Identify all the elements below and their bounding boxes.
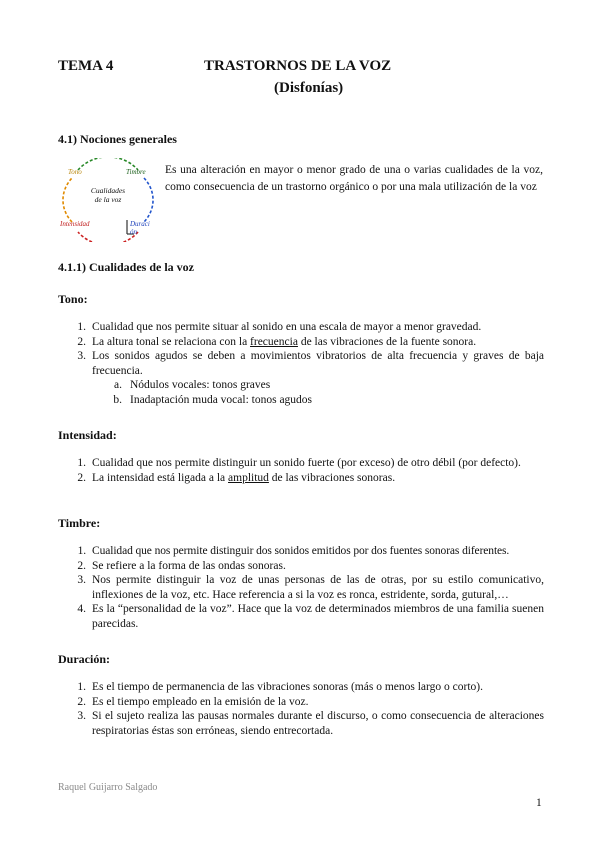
definition-paragraph: Es una alteración en mayor o menor grado de una o varias cualidades de la voz, como consecuencia de un trastorno orgánico o por una mala utilización de la voz [165,164,543,193]
list-item [66,544,544,559]
footer-author: Raquel Guijarro Salgado [58,782,158,793]
intensidad-list [66,456,544,485]
list-item [66,695,544,710]
page-subtitle: (Disfonías) [274,80,344,96]
item-number: 2. [77,695,86,708]
item-number: 2. [77,559,86,572]
list-item [66,335,544,350]
duracion-heading: Duración: [58,652,110,666]
item-text: Se refiere a la forma de las ondas sonoras. [92,559,286,572]
item-text: Cualidad que nos permite distinguir un sonido fuerte (por exceso) de otro débil (por defecto). [92,457,521,469]
item-text: Es el tiempo empleado en la emisión de la voz. [92,695,309,708]
diagram-label-tono: Tono [68,168,82,176]
list-item [66,456,544,471]
item-number: 1. [77,457,86,469]
item-text: Es el tiempo de permanencia de las vibraciones sonoras (más o menos largo o corto). [92,681,483,693]
section-heading-4-1: 4.1) Nociones generales [58,132,177,146]
sub-list-item [66,393,544,408]
list-item [66,680,544,695]
item-number: 2. [77,335,86,348]
intensidad-heading: Intensidad: [58,428,117,442]
item-text: Si el sujeto realiza las pausas normales durante el discurso, o como consecuencia de alteraciones respiratorias éstas son erróneas, siendo entrecortada. [92,710,544,737]
item-text: Nódulos vocales: tonos graves [130,379,271,391]
list-item [66,349,544,378]
diagram-label-timbre: Timbre [126,168,146,176]
list-item [66,602,544,631]
sub-list-item [66,378,544,393]
list-item [66,320,544,335]
list-item [66,559,544,574]
list-item [66,709,544,738]
topic-number: TEMA 4 [58,58,114,74]
tono-heading: Tono: [58,292,88,306]
item-text: Inadaptación muda vocal: tonos agudos [130,393,313,406]
item-text: Los sonidos agudos se deben a movimientos vibratorios de alta frecuencia y graves de baja frecuencia. [92,350,544,377]
timbre-list [66,544,544,631]
item-number: 3. [77,574,86,586]
item-text: Es la “personalidad de la voz”. Hace que la voz de determinados miembros de una familia suenen parecidas. [92,603,544,630]
item-number: 3. [77,350,86,362]
section-heading-4-1-1: 4.1.1) Cualidades de la voz [58,260,195,274]
item-text: de las vibraciones sonoras. [268,471,396,484]
underlined-term-frecuencia: frecuencia [250,335,298,348]
item-letter: a. [114,379,122,391]
diagram-label-duracion: Duración [130,220,150,236]
diagram-center-label: Cualidades de la voz [90,186,126,204]
item-text: Nos permite distinguir la voz de unas personas de las de otras, por su estilo comunicativo, inflexiones de la voz, etc. Hace referencia a si la voz es ronca, estridente, sorda, gutural,… [92,574,544,601]
item-number: 2. [77,471,86,484]
item-text: Cualidad que nos permite situar al sonido en una escala de mayor a menor gravedad. [92,321,482,333]
item-number: 4. [77,603,86,615]
item-text: de las vibraciones de la fuente sonora. [297,335,477,348]
item-text: La intensidad está ligada a la [92,471,229,484]
item-letter: b. [113,393,122,406]
page-title: TRASTORNOS DE LA VOZ [204,58,392,74]
item-text: Cualidad que nos permite distinguir dos sonidos emitidos por dos fuentes sonoras diferentes. [92,545,510,557]
duracion-list [66,680,544,738]
diagram-label-intensidad: Intensidad [60,220,90,228]
item-text: La altura tonal se relaciona con la [92,335,251,348]
underlined-term-amplitud: amplitud [228,471,269,484]
item-number: 1. [77,545,86,557]
item-number: 1. [77,681,86,693]
item-number: 1. [77,321,86,333]
tono-list [66,320,544,407]
voice-qualities-diagram [60,158,156,242]
timbre-heading: Timbre: [58,516,101,530]
list-item [66,573,544,602]
page-number: 1 [536,797,542,809]
item-number: 3. [77,710,86,722]
list-item [66,471,544,486]
